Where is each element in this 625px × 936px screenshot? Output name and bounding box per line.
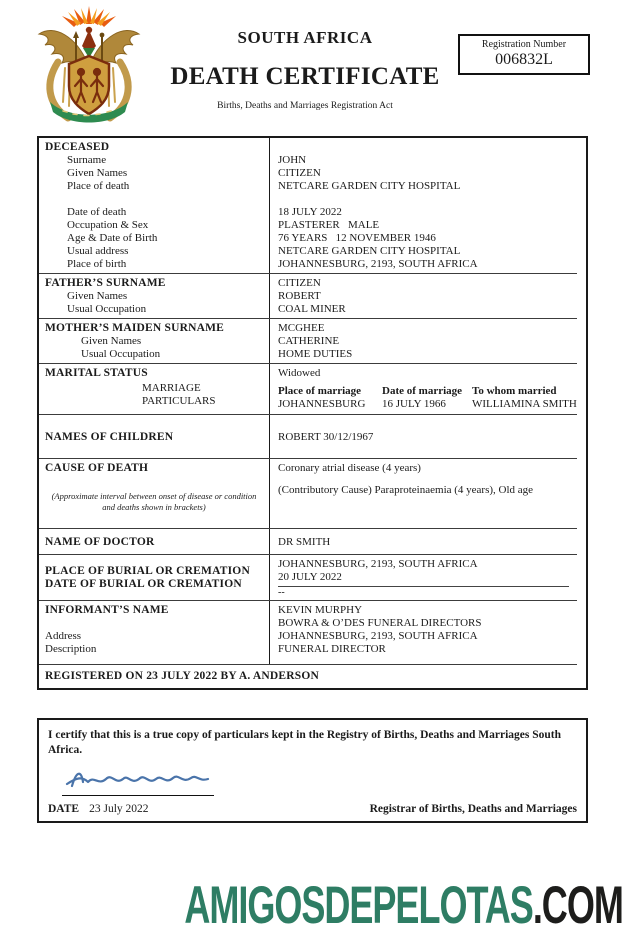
deceased-values [270, 138, 586, 274]
column-header: To whom married [472, 385, 557, 397]
informant-name: KEVIN MURPHY [278, 604, 363, 616]
certification-date [48, 803, 149, 815]
row-deceased [39, 138, 586, 274]
field-value: DR SMITH [278, 535, 331, 548]
date-label: DATE [48, 803, 80, 815]
doctor-values [270, 529, 586, 555]
field-value: HOME DUTIES [278, 348, 353, 360]
field-label: Given Names [67, 290, 128, 302]
field-label: Date of death [67, 206, 127, 218]
deceased-section-label: DECEASED [45, 141, 110, 153]
field-label: Place of birth [67, 258, 127, 270]
children-values [270, 415, 586, 459]
registration-number-label: Registration Number [481, 39, 567, 50]
row-mother [39, 319, 586, 364]
field-value: ROBERT [278, 290, 321, 302]
field-value: 18 JULY 2022 [278, 206, 342, 218]
column-value: WILLIAMINA SMITH [472, 398, 577, 410]
registrar-title: Registrar of Births, Deaths and Marriages [369, 803, 577, 815]
document-title: DEATH CERTIFICATE [170, 63, 440, 90]
field-value: COAL MINER [278, 303, 346, 315]
cause-labels [39, 459, 270, 529]
certification-text: I certify that this is a true copy of particulars kept in the Registry of Births, Deaths and Marriages South Africa. [48, 729, 561, 756]
deceased-labels [39, 138, 270, 274]
mother-values [270, 319, 586, 364]
marital-section-label: MARITAL STATUS [45, 367, 148, 379]
row-father [39, 274, 586, 319]
field-label: Given Names [81, 335, 142, 347]
address-label: Address [45, 630, 82, 642]
row-marital-status [39, 364, 586, 415]
field-label: Place of death [67, 180, 130, 192]
field-value: JOHN [278, 154, 307, 166]
field-label: Usual Occupation [67, 303, 147, 315]
burial-labels [39, 555, 270, 601]
field-value: MCGHEE [278, 322, 325, 334]
father-values [270, 274, 586, 319]
description-label: Description [45, 643, 97, 655]
marriage-particulars-label: MARRIAGE PARTICULARS [142, 382, 216, 407]
informant-labels [39, 601, 270, 665]
row-informant [39, 601, 586, 665]
field-value: 76 YEARS 12 NOVEMBER 1946 [278, 232, 436, 244]
father-labels [39, 274, 270, 319]
field-value: CATHERINE [278, 335, 340, 347]
row-doctor [39, 529, 586, 555]
burial-place-label: PLACE OF BURIAL OR CREMATION [45, 565, 250, 577]
burial-values [270, 555, 586, 601]
registration-number-value: 006832L [495, 51, 553, 68]
watermark-tld: .COM [532, 876, 623, 935]
act-subtitle: Births, Deaths and Marriages Registration Act [217, 101, 393, 111]
row-cause-of-death [39, 459, 586, 529]
field-label: Usual address [67, 245, 129, 257]
field-label: Given Names [67, 167, 128, 179]
informant-org: BOWRA & O’DES FUNERAL DIRECTORS [278, 617, 482, 629]
certificate-table [37, 136, 588, 690]
mother-labels [39, 319, 270, 364]
field-value: ROBERT 30/12/1967 [278, 430, 374, 443]
field-value: CITIZEN [278, 277, 321, 289]
burial-date-label: DATE OF BURIAL OR CREMATION [45, 578, 242, 590]
informant-address: JOHANNESBURG, 2193, SOUTH AFRICA [278, 630, 478, 642]
doctor-labels [39, 529, 270, 555]
children-labels [39, 415, 270, 459]
title-block [150, 28, 460, 111]
row-children [39, 415, 586, 459]
burial-extra-value: -- [278, 587, 285, 598]
site-watermark [0, 875, 625, 936]
informant-values [270, 601, 586, 665]
informant-description: FUNERAL DIRECTOR [278, 643, 386, 655]
field-value: JOHANNESBURG, 2193, SOUTH AFRICA [278, 258, 478, 270]
watermark-text [185, 875, 623, 936]
field-label: Age & Date of Birth [67, 232, 158, 244]
field-value: PLASTERER MALE [278, 219, 380, 231]
registered-text: REGISTERED ON 23 JULY 2022 BY A. ANDERSON [45, 670, 320, 682]
informant-section-label: INFORMANT’S NAME [45, 604, 169, 616]
certification-footer [48, 803, 577, 815]
column-value: JOHANNESBURG [278, 398, 366, 410]
marriage-values [278, 398, 578, 411]
column-value: 16 JULY 1966 [382, 398, 446, 410]
registrar-signature [62, 762, 577, 797]
watermark-brand: AMIGOSDEPELOTAS [184, 876, 533, 935]
row-burial [39, 555, 586, 601]
column-header: Date of marriage [382, 385, 463, 397]
date-value: 23 July 2022 [89, 803, 149, 815]
south-africa-coat-of-arms-icon [36, 6, 142, 135]
cause-line: Coronary atrial disease (4 years) [278, 462, 421, 474]
children-section-label: NAMES OF CHILDREN [45, 430, 174, 443]
father-section-label: FATHER’S SURNAME [45, 277, 166, 289]
marital-status-value: Widowed [278, 367, 321, 379]
registration-number-box [458, 34, 590, 75]
marital-labels [39, 364, 270, 415]
row-registered [39, 665, 586, 688]
field-value: NETCARE GARDEN CITY HOSPITAL [278, 245, 461, 257]
certification-box [37, 718, 588, 823]
marital-values [270, 364, 586, 415]
marriage-headers [278, 385, 578, 398]
cause-values [270, 459, 586, 529]
burial-date-value: 20 JULY 2022 [278, 571, 342, 583]
field-label: Surname [67, 154, 107, 166]
country-title: SOUTH AFRICA [237, 28, 373, 47]
burial-place-value: JOHANNESBURG, 2193, SOUTH AFRICA [278, 558, 478, 570]
cause-note: (Approximate interval between onset of disease or condition and deaths shown in brackets) [51, 491, 257, 512]
cause-line: (Contributory Cause) Paraproteinaemia (4 years), Old age [278, 484, 534, 496]
mother-section-label: MOTHER’S MAIDEN SURNAME [45, 322, 225, 334]
field-label: Usual Occupation [81, 348, 161, 360]
field-value: CITIZEN [278, 167, 321, 179]
field-label: Occupation & Sex [67, 219, 149, 231]
cause-section-label: CAUSE OF DEATH [45, 462, 149, 474]
field-value: NETCARE GARDEN CITY HOSPITAL [278, 180, 461, 192]
certificate-header [0, 0, 625, 136]
column-header: Place of marriage [278, 385, 362, 397]
doctor-section-label: NAME OF DOCTOR [45, 535, 155, 548]
